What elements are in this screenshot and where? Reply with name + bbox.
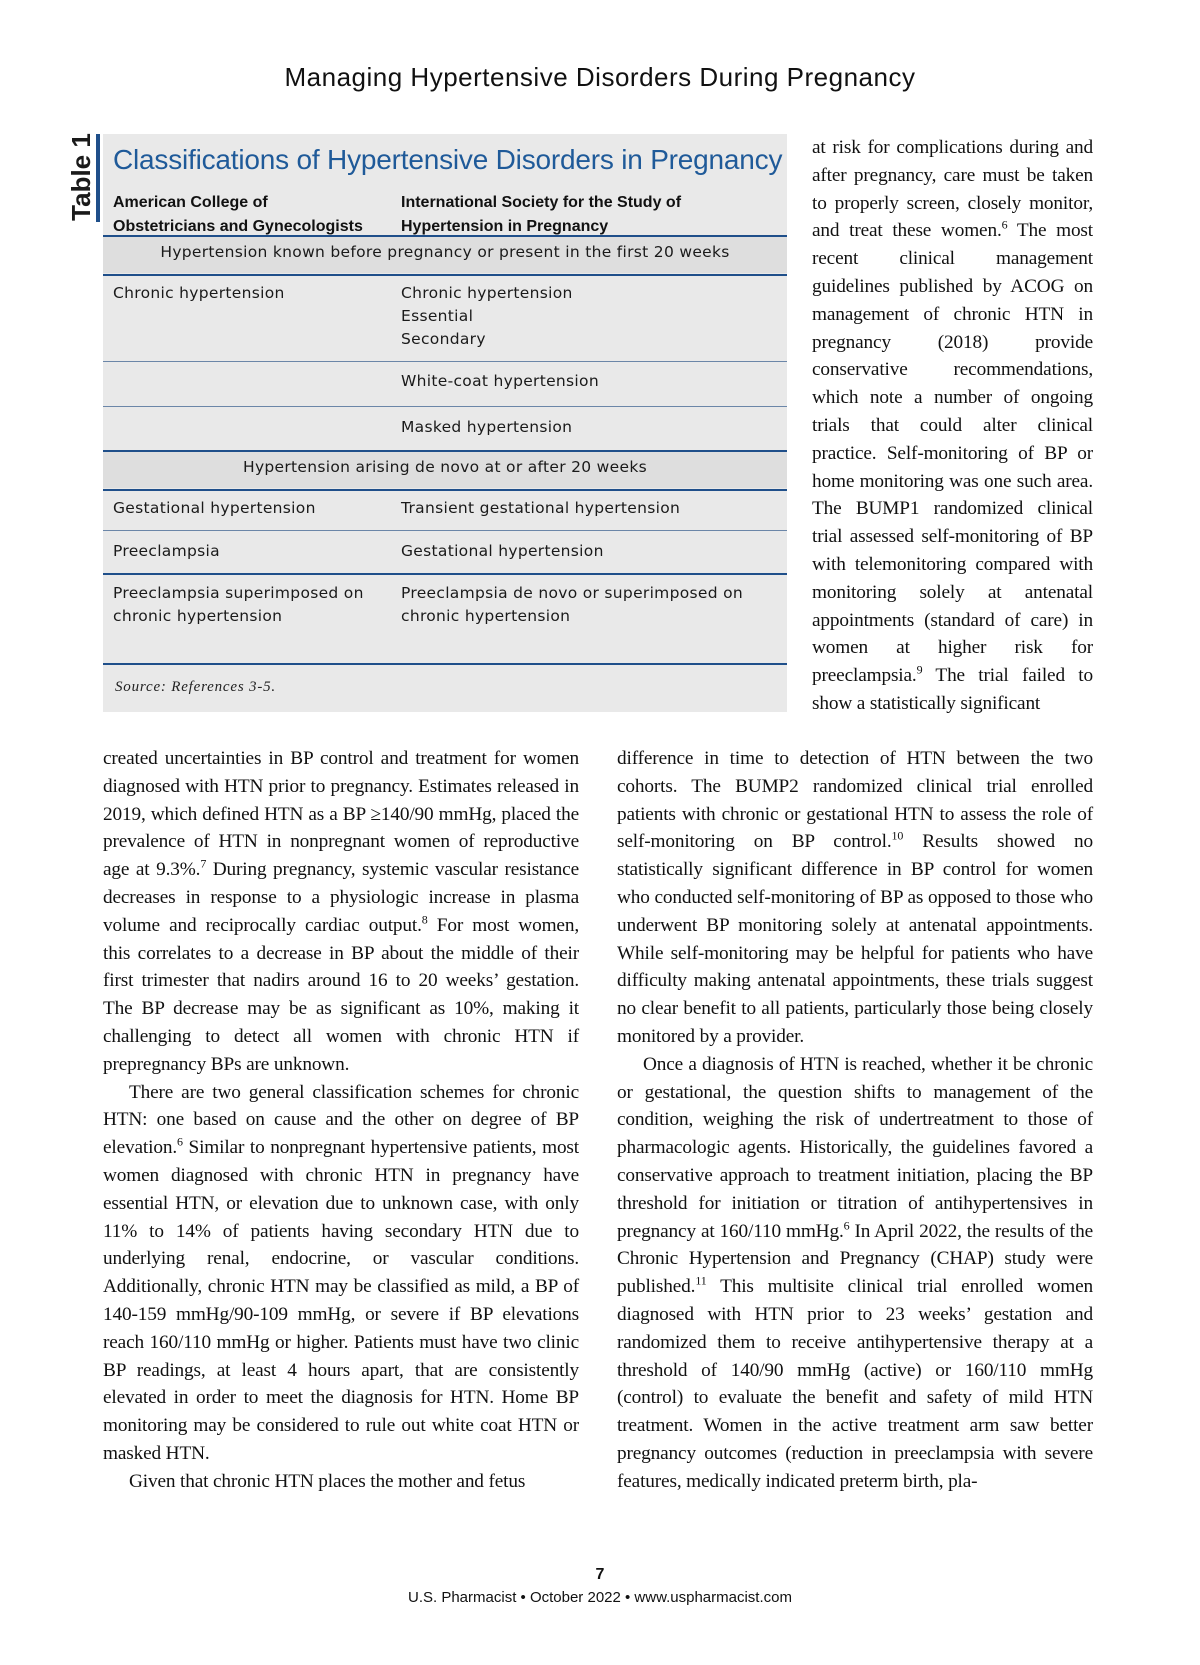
table-tab [66,134,100,222]
row-gestational-isshp: Transient gestational hypertension [401,499,681,517]
row-superimposed-isshp [401,582,743,628]
row-superimposed-acog-line-1: Preeclampsia superimposed on [113,584,364,602]
table-rule [103,406,787,407]
paragraph: at risk for complications during and after pregnancy, care must be taken to properly screen, closely monitor, and treat these women.$^6$ The most recent clinical management guidelines published by ACOG on management of chronic HTN in pregnancy (2018) provide conservative recommendations, which note a number of ongoing trials that could alter clinical practice. Self-monitoring of BP or home monitoring was one such area. The BUMP1 randomized clinical trial assessed self-monitoring of BP with telemonitoring compared with monitoring solely at antenatal appointments (standard of care) in women at higher risk for preeclampsia.$^9$ The trial failed to show a statistically significant [812,137,1093,714]
table-rule [103,530,787,531]
row-preeclampsia-isshp: Gestational hypertension [401,542,604,560]
table-rule [103,663,787,665]
row-superimposed-isshp-line-1: Preeclampsia de novo or superimposed on [401,584,743,602]
row-chronic-acog: Chronic hypertension [113,284,285,302]
paragraph: created uncertainties in BP control and treatment for women diagnosed with HTN prior to pregnancy. Estimates released in 2019, which defined HTN as a BP ≥140/90 mmHg, placed the prevalence of HTN in nonpregnant women of reproductive age at 9.3%.$^7$ During pregnancy, systemic vascular resistance decreases in response to a physiologic increase in plasma volume and reciprocally cardiac output.$^8$ For most women, this correlates to a decrease in BP about the middle of their first trimester that nadirs around 16 to 20 weeks’ gestation. The BP decrease may be as significant as 10%, making it challenging to detect all women with chronic HTN if prepregnancy BPs are unknown. [103,748,579,1075]
paragraph: There are two general classification schemes for chronic HTN: one based on cause and the other on degree of BP elevation.$^6$ Similar to nonpregnant hypertensive patients, most women diagnosed with chronic HTN in pregnancy have essential HTN, or elevation due to unknown case, with only 11% to 14% of patients having secondary HTN due to underlying renal, endocrine, or vascular conditions. Additionally, chronic HTN may be classified as mild, a BP of 140-159 mmHg/90-109 mmHg, or severe if BP elevations reach 160/110 mmHg or higher. Patients must have two clinic BP readings, at least 4 hours apart, that are consistently elevated in order to meet the diagnosis for HTN. Home BP monitoring may be considered to rule out white coat HTN or masked HTN. [103,1081,579,1464]
column-header-acog-line-2: Obstetricians and Gynecologists [113,218,363,235]
page-number: 7 [595,1566,605,1583]
paragraph: Given that chronic HTN places the mother and fetus [129,1470,526,1492]
running-head: Managing Hypertensive Disorders During Pregnancy [284,62,916,92]
row-gestational-acog: Gestational hypertension [113,499,316,517]
row-superimposed-isshp-line-2: chronic hypertension [401,607,571,625]
column-header-acog [113,191,383,239]
table-title: Classifications of Hypertensive Disorders in Pregnancy [113,144,783,175]
table-rule [103,361,787,362]
table-tab-label: Table 1 [66,133,96,221]
body-column-left [103,745,579,1496]
column-header-acog-line-1: American College of [113,194,268,211]
table-rule [103,489,787,491]
column-header-isshp-line-1: International Society for the Study of [401,194,682,211]
row-chronic-isshp-line-3: Secondary [401,330,486,348]
table-1 [103,134,787,712]
table-source: Source: References 3-5. [115,679,276,695]
body-column-right [617,745,1093,1496]
row-chronic-isshp-line-2: Essential [401,307,474,325]
paragraph: Once a diagnosis of HTN is reached, whether it be chronic or gestational, the question shifts to management of the condition, weighing the risk of undertreatment to those of pharmacologic agents. Historically, the guidelines favored a conservative approach to treatment initiation, placing the BP threshold for initiation or titration of antihypertensives in pregnancy at 160/110 mmHg.$^6$ In April 2022, the results of the Chronic Hypertension and Pregnancy (CHAP) study were published.$^{11}$ This multisite clinical trial enrolled women diagnosed with HTN prior to 23 weeks’ gestation and randomized them to receive antihypertensive therapy at a threshold of 140/90 mmHg (active) or 160/110 mmHg (control) to evaluate the benefit and safety of mild HTN treatment. Women in the active treatment arm saw better pregnancy outcomes (reduction in preeclampsia with severe features, medically indicated preterm birth, pla- [617,1053,1093,1492]
section-before-20-weeks: Hypertension known before pregnancy or present in the first 20 weeks [160,243,730,261]
row-superimposed-acog [113,582,364,628]
row-masked-isshp: Masked hypertension [401,418,573,436]
column-header-isshp [401,191,781,239]
section-after-20-weeks: Hypertension arising de novo at or after 20 weeks [242,458,647,476]
table-rule [103,274,787,276]
row-chronic-isshp [401,282,573,351]
row-white-coat-isshp: White-coat hypertension [401,372,599,390]
table-rule [103,573,787,575]
paragraph: difference in time to detection of HTN between the two cohorts. The BUMP2 randomized clinical trial enrolled patients with chronic or gestational HTN to assess the role of self-monitoring on BP control.$^{10}$ Results showed no statistically significant difference in BP control for women who conducted self-monitoring of BP as opposed to those who underwent BP monitoring solely at antenatal appointments. While self-monitoring may be helpful for patients who have difficulty making antenatal appointments, these trials suggest no clear benefit to all patients, particularly those being closely monitored by a provider. [617,748,1093,1047]
row-preeclampsia-acog: Preeclampsia [113,542,220,560]
journal-footer: U.S. Pharmacist • October 2022 • www.uspharmacist.com [408,1589,792,1606]
column-header-isshp-line-2: Hypertension in Pregnancy [401,218,609,235]
row-superimposed-acog-line-2: chronic hypertension [113,607,283,625]
body-column-top-right [812,134,1093,718]
row-chronic-isshp-line-1: Chronic hypertension [401,284,573,302]
